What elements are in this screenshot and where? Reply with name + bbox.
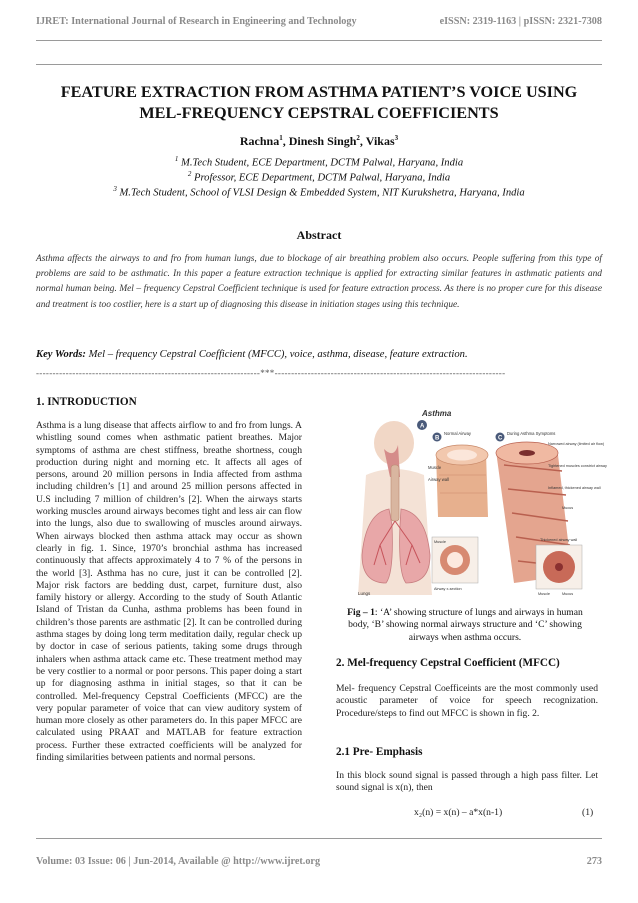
figure-caption-label: Fig – 1 — [347, 607, 375, 618]
section-heading-pre-emphasis: 2.1 Pre- Emphasis — [336, 746, 423, 758]
trachea — [391, 465, 399, 521]
header-rule — [36, 40, 602, 41]
header-rule-2 — [36, 64, 602, 65]
normal-xsection-lumen — [447, 552, 463, 568]
normal-airway-label: Normal Airway — [444, 431, 471, 436]
aff-text: M.Tech Student, School of VLSI Design & Embedded System, NIT Kurukshetra, Haryana, India — [119, 187, 525, 199]
aff-text: Professor, ECE Department, DCTM Palwal, Haryana, India — [193, 172, 451, 184]
affiliation — [30, 155, 608, 169]
figure-caption — [336, 607, 594, 644]
affiliation — [30, 185, 608, 199]
label-a: A — [420, 423, 425, 430]
lungs-label: Lungs — [358, 591, 371, 596]
author-name: Vikas — [365, 134, 395, 148]
title-line-1: FEATURE EXTRACTION FROM ASTHMA PATIENT’S VOICE USING — [60, 83, 578, 101]
title-line-2: MEL-FREQUENCY CEPSTRAL COEFFICIENTS — [139, 104, 499, 122]
section-separator: --------------------------------------------------------------------***---------------------------------------------------------------------- — [36, 368, 506, 378]
affiliation — [30, 170, 608, 184]
page-number: 273 — [586, 856, 602, 867]
xsection-muscle-label-2: Muscle — [538, 592, 551, 596]
author-list: Rachna$^1$, Dinesh Singh$^2$, Vikas$^3$ — [239, 134, 399, 148]
keywords-text: Mel – frequency Cepstral Coefficient (MFCC), voice, asthma, disease, feature extraction. — [88, 349, 468, 360]
author-sup: 3 — [394, 134, 399, 142]
label-b: B — [435, 435, 440, 442]
author-sup: 1 — [279, 134, 283, 142]
section-heading-introduction: 1. INTRODUCTION — [36, 396, 137, 408]
asthma-airway-lumen — [519, 450, 535, 456]
keywords — [36, 349, 602, 360]
asthma-figure — [336, 405, 607, 602]
abstract-text: Asthma affects the airways to and fro from human lungs, due to blockage of air breathing problem also occurs. People suffering from this type of problems are said to be asthmatic. In this paper a feature extraction technique is applied for extracting similar features in asthmatic patients and normal human being. Mel – frequency Cepstral Coefficient technique is used for feature extraction process. As there is no proper cure for this disease and treatment is too costlier, here is a start up of diagnosing this disease in initiation stages using this technique. — [36, 254, 602, 310]
airway-wall-label: Airway wall — [428, 477, 449, 482]
abstract-heading: Abstract — [296, 228, 342, 242]
during-asthma-label: During Asthma Symptoms — [507, 431, 556, 436]
section-heading-mfcc: 2. Mel-frequency Cepstral Coefficient (MFCC) — [336, 657, 560, 669]
aff-sup: 1 — [174, 155, 179, 163]
mucus-label: Mucus — [562, 506, 574, 510]
normal-airway-lumen — [447, 450, 477, 461]
author-sup: 2 — [356, 134, 360, 142]
aff-sup: 2 — [187, 170, 192, 178]
tightened-label: Tightened muscles constrict airway — [548, 464, 607, 468]
thickened-label: Thickened airway wall — [540, 538, 578, 542]
aff-sup: 3 — [113, 185, 117, 193]
author-name: Dinesh Singh — [288, 134, 357, 148]
keywords-label: Key Words: — [36, 349, 86, 360]
asthma-xsection-lumen — [555, 563, 563, 571]
author-name: Rachna — [239, 134, 280, 148]
label-c: C — [498, 435, 503, 442]
airway-xsection-label: Airway x-section — [434, 587, 462, 591]
inflamed-label: Inflamed, thickened airway wall — [548, 486, 601, 490]
introduction-text: Asthma is a lung disease that affects airflow to and fro from lungs. A whistling sound comes when asthmatic patient breathes. Major symptoms of asthma are chest stiffness, breathe shortness, cough production during night and morning etc. It affects all ages of persons, around 20 million persons in India affected from asthma including children’s [1] and around 25 million persons affected in U.S including 7 million of children’s [2]. When the airways starts working muscles around airways becomes tight and less air can flow into the lungs, also due to swallowing of muscles around airways. When airways blocked then asthma attack may occur as shown clearly in fig. 1. Since, 1970’s bronchial asthma has increased continuously that affects approximately 4 to 7 % of the persons in the world [3]. Asthma has no cure, just it can be controlled [2]. Major risk factors are bedding dust, carpet, furniture dust, also family history or allergy. According to the study of South Atlantic Island of Tristan da Cunha, asthma problems has been found in children’s those parents are asthmatic [2]. It can be controlled during asthma stages by doing long term meditation daily, regular check up by doctor in case of serious patients, taking some drugs through inhalers when asthma attack came etc. These treatment method may be very costlier to a normal or poor persons. This paper doing a start up for diagnosing asthma in initial stages, so that it can be controlled. Mel-frequency Cepstral Coefficients (MFCC) are the very popular parameter of voice that can view auditory system of human more closely as other parameters do. In this paper MFCC are calculated using PRAAT and MATLAB for feature extraction process. Further these extracted coefficients will be analyzed for finding similarities between patients and normal persons. — [36, 420, 302, 764]
aff-text: M.Tech Student, ECE Department, DCTM Palwal, Haryana, India — [181, 157, 464, 169]
xsection-mucus-label: Mucus — [562, 592, 574, 596]
pre-emphasis-text: In this block sound signal is passed through a high pass filter. Let sound signal is x(n), then — [336, 770, 598, 794]
xsection-muscle-label: Muscle — [434, 540, 447, 544]
equation-1: x₂(n) = x(n) – a*x(n-1) — [414, 807, 503, 818]
equation-number: (1) — [582, 807, 594, 818]
narrowed-label: Narrowed airway (limited air flow) — [548, 442, 605, 446]
footer-rule — [36, 838, 602, 839]
mfcc-text: Mel- frequency Cepstral Coefficeints are the most commonly used acoustic parameter of voice for speech recognization. Procedure/steps to find out MFCC is shown in fig. 2. — [336, 683, 598, 719]
figure-title: Asthma — [422, 409, 452, 418]
issn-header: eISSN: 2319-1163 | pISSN: 2321-7308 — [439, 16, 602, 27]
paper-title — [30, 82, 608, 124]
journal-header: IJRET: International Journal of Research in Engineering and Technology — [36, 16, 357, 27]
footer-volume: Volume: 03 Issue: 06 | Jun-2014, Available @ http://www.ijret.org — [36, 856, 321, 867]
muscle-label: Muscle — [428, 465, 442, 470]
figure-caption-text: : ‘A’ showing structure of lungs and airways in human body, ‘B’ showing normal airways structure and ‘C’ showing airways when asthma occurs. — [348, 607, 583, 643]
